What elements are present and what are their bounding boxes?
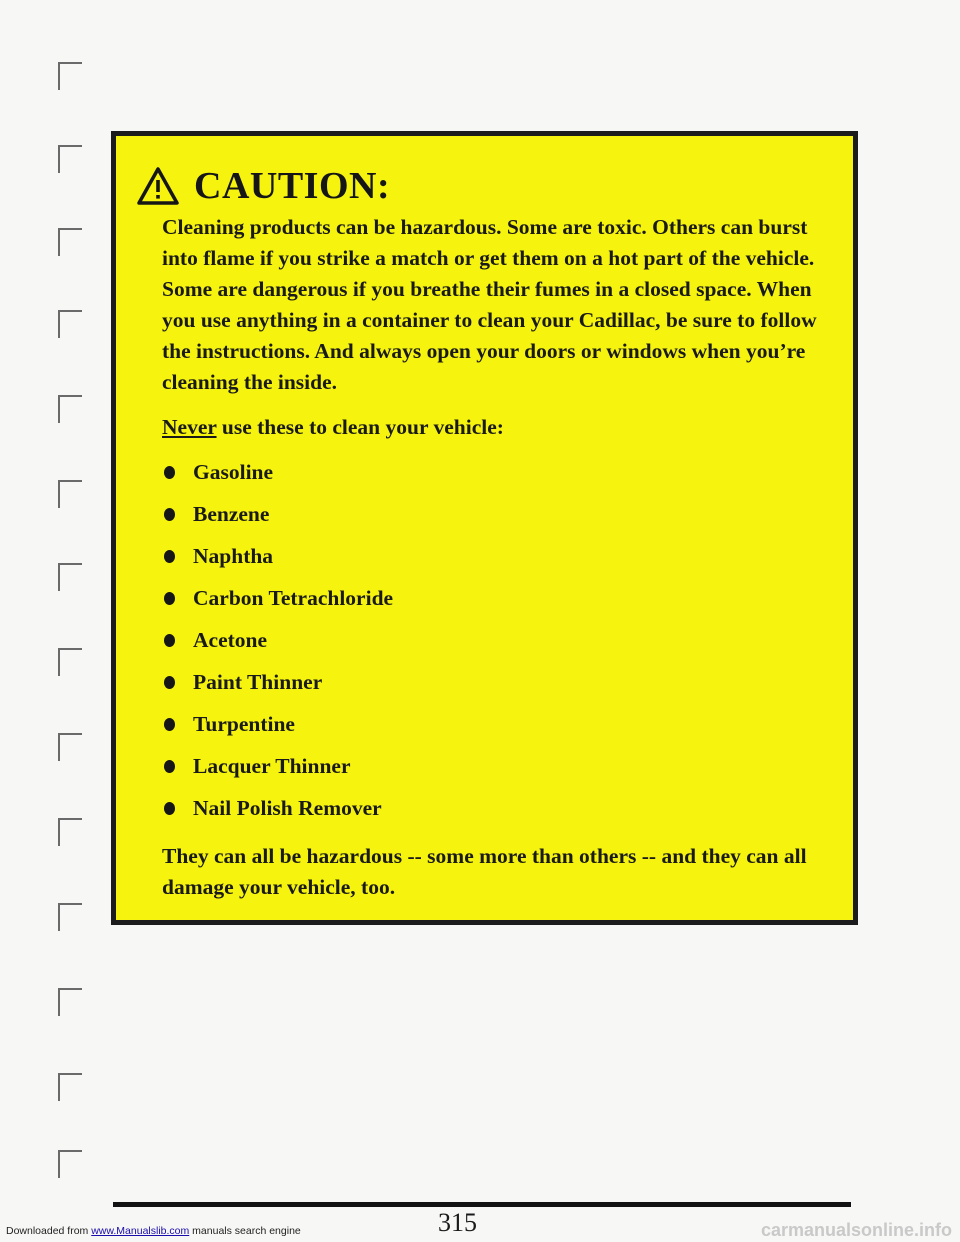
caution-box <box>111 131 858 925</box>
caution-header <box>136 164 390 208</box>
list-item: Carbon Tetrachloride <box>162 577 822 619</box>
bullet-icon <box>164 634 175 647</box>
bullet-icon <box>164 676 175 689</box>
watermark: carmanualsonline.info <box>760 1220 952 1240</box>
page-number: 315 <box>438 1208 477 1237</box>
manualslib-link[interactable]: www.Manualslib.com <box>91 1225 190 1237</box>
bullet-icon <box>164 508 175 521</box>
caution-title: CAUTION: <box>194 165 391 207</box>
closing-paragraph: They can all be hazardous -- some more than others -- and they can all damage your vehicle, too. <box>162 844 807 899</box>
never-emphasis: Never <box>162 415 217 439</box>
caution-body <box>162 212 822 903</box>
bullet-icon <box>164 466 175 479</box>
warning-triangle-icon <box>136 166 180 206</box>
list-item: Naphtha <box>162 535 822 577</box>
list-item: Turpentine <box>162 703 822 745</box>
list-item: Nail Polish Remover <box>162 787 822 829</box>
download-note: Downloaded from www.Manualslib.com manuals search engine <box>6 1225 301 1237</box>
bullet-icon <box>164 802 175 815</box>
bullet-icon <box>164 550 175 563</box>
bullet-icon <box>164 592 175 605</box>
bullet-icon <box>164 760 175 773</box>
list-item: Gasoline <box>162 451 822 493</box>
list-item: Paint Thinner <box>162 661 822 703</box>
binding-marks <box>0 0 90 1242</box>
warning-paragraph: Cleaning products can be hazardous. Some are toxic. Others can burst into flame if you strike a match or get them on a hot part of the vehicle. Some are dangerous if you breathe their fumes in a closed space. When you use anything in a container to clean your Cadillac, be sure to follow the instructions. And always open your doors or windows when you’re cleaning the inside. <box>162 215 817 394</box>
hazard-list <box>162 451 822 829</box>
never-instruction <box>162 412 822 443</box>
never-instruction-text: use these to clean your vehicle: <box>216 415 504 439</box>
list-item: Acetone <box>162 619 822 661</box>
list-item: Benzene <box>162 493 822 535</box>
footer-rule <box>113 1202 851 1207</box>
list-item: Lacquer Thinner <box>162 745 822 787</box>
bullet-icon <box>164 718 175 731</box>
